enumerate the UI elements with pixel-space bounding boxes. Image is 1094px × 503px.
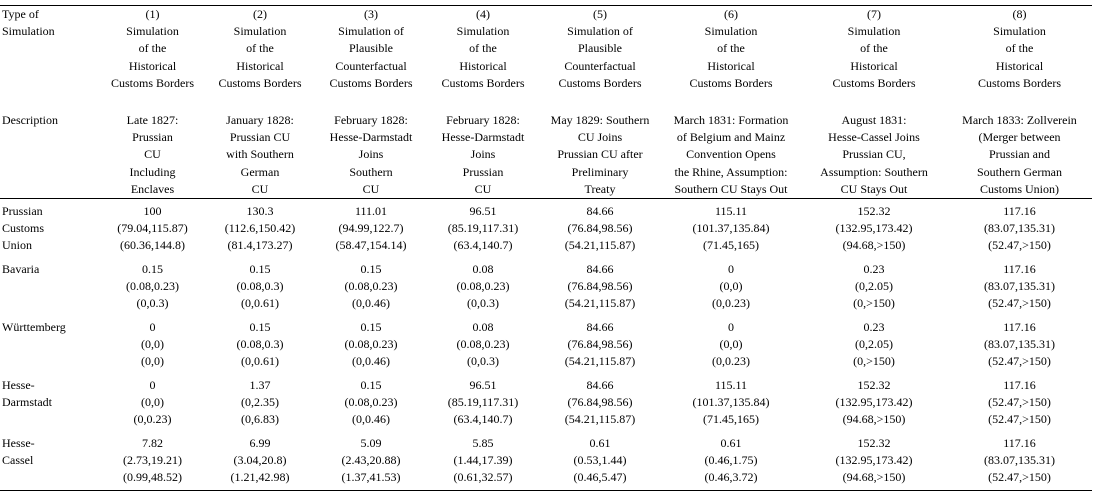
column-title-line: Historical: [459, 58, 507, 73]
table-cell: [205, 373, 315, 431]
description-cell-5: [539, 94, 661, 199]
interval-inner: (76.84,98.56): [567, 221, 633, 236]
row-label-line: Simulation: [2, 24, 55, 39]
interval-outer: (0,0.61): [241, 296, 279, 311]
description-line: Including: [129, 164, 176, 179]
column-title-line: Simulation of: [567, 24, 633, 39]
column-number: (6): [724, 7, 738, 21]
column-title-line: Historical: [995, 58, 1044, 73]
estimate: 0.23: [863, 320, 885, 335]
column-title-line: Customs Borders: [689, 75, 773, 90]
interval-inner: (0,0): [719, 279, 743, 294]
table-row-wurttemberg: [0, 315, 1092, 373]
description-line: Prussian CU,: [842, 147, 906, 162]
row-label: [0, 431, 100, 491]
interval-inner: (76.84,98.56): [567, 395, 633, 410]
column-header-4: [427, 6, 539, 95]
row-label-line: Bavaria: [2, 262, 40, 277]
interval-outer: (63.4,140.7): [453, 238, 513, 253]
row-label-line: Hesse-: [2, 378, 35, 393]
description-line: Late 1827:: [126, 113, 179, 127]
interval-outer: (54.21,115.87): [564, 412, 636, 427]
estimate: 117.16: [1003, 204, 1036, 219]
table-cell: [661, 373, 801, 431]
interval-inner: (132.95,173.42): [835, 221, 913, 236]
row-label-line: Hesse-: [2, 436, 35, 451]
table-cell: [539, 199, 661, 258]
table-cell: [947, 257, 1092, 315]
column-title-line: Plausible: [349, 41, 393, 56]
column-title-line: Simulation: [847, 24, 901, 39]
estimate: 0: [149, 378, 156, 393]
estimate: 5.09: [360, 436, 382, 451]
description-line: Enclaves: [130, 181, 175, 196]
column-number: (7): [867, 7, 881, 21]
column-number: (1): [145, 7, 160, 21]
column-title-line: Simulation: [704, 24, 758, 39]
interval-inner: (52.47,>150): [988, 395, 1051, 410]
interval-inner: (83.07,135.31): [984, 279, 1055, 294]
table-cell: [801, 199, 947, 258]
column-title-line: of the: [1005, 41, 1034, 56]
estimate: 0.61: [720, 436, 742, 451]
description-line: Southern CU Stays Out: [674, 181, 788, 196]
estimate: 0: [728, 262, 734, 277]
interval-outer: (0,>150): [853, 296, 895, 311]
table-row-hesse-darmstadt: [0, 373, 1092, 431]
interval-outer: (0,>150): [853, 354, 895, 369]
interval-outer: (52.47,>150): [988, 412, 1051, 427]
interval-outer: (60.36,144.8): [120, 238, 185, 253]
type-of-simulation-label: [0, 6, 100, 95]
estimate: 130.3: [246, 204, 274, 219]
table-cell: [427, 199, 539, 258]
table-cell: [205, 315, 315, 373]
description-cell-8: [947, 94, 1092, 199]
interval-inner: (76.84,98.56): [567, 337, 633, 352]
interval-outer: (0,0.46): [352, 412, 390, 427]
interval-outer: (54.21,115.87): [564, 238, 636, 253]
row-label-line: Union: [2, 238, 32, 253]
table-row-bavaria: [0, 257, 1092, 315]
interval-outer: (94.68,>150): [842, 412, 906, 427]
description-line: CU: [362, 181, 380, 196]
description-line: Prussian: [462, 164, 504, 179]
interval-outer: (0,6.83): [241, 412, 279, 427]
table-cell: [947, 431, 1092, 491]
table-cell: [315, 431, 427, 491]
estimate: 7.82: [142, 436, 163, 451]
row-label-line: Württemberg: [2, 320, 66, 335]
estimate: 0.08: [472, 262, 494, 277]
column-title-line: Counterfactual: [335, 58, 407, 73]
table-cell: [205, 257, 315, 315]
interval-inner: (79.04,115.87): [117, 221, 188, 236]
table-cell: [539, 315, 661, 373]
description-cell-6: [661, 94, 801, 199]
table-cell: [205, 431, 315, 491]
interval-outer: (0,0.3): [136, 296, 169, 311]
interval-outer: (1.37,41.53): [341, 470, 401, 485]
description-line: CU Stays Out: [840, 181, 908, 196]
estimate: 115.11: [714, 378, 748, 393]
column-title-line: Simulation: [993, 24, 1046, 39]
estimate: 117.16: [1003, 320, 1036, 335]
estimate: 84.66: [586, 262, 614, 277]
interval-inner: (0.08,0.23): [344, 337, 398, 352]
interval-inner: (0.08,0.3): [236, 337, 284, 352]
interval-outer: (0,0.61): [241, 354, 279, 369]
estimate: 0.08: [472, 320, 494, 335]
column-title-line: of the: [717, 41, 745, 56]
row-label-line: Cassel: [2, 453, 34, 468]
table-cell: [100, 431, 205, 491]
description-cell-4: [427, 94, 539, 199]
column-header-3: [315, 6, 427, 95]
description-line: (Merger between: [978, 130, 1061, 145]
interval-outer: (58.47,154.14): [335, 238, 407, 253]
description-line: Preliminary: [571, 164, 629, 179]
description-line: January 1828:: [226, 113, 294, 127]
description-cell-1: [100, 94, 205, 199]
column-header-1: [100, 6, 205, 95]
column-header-7: [801, 6, 947, 95]
interval-inner: (0.08,0.23): [126, 279, 179, 294]
column-header-8: [947, 6, 1092, 95]
estimate: 0: [728, 320, 734, 335]
column-title-line: Customs Borders: [329, 75, 413, 90]
interval-inner: (0,0): [141, 337, 164, 352]
interval-outer: (0,0): [141, 354, 164, 369]
description-line: with Southern: [226, 147, 294, 162]
description-line: March 1831: Formation: [673, 113, 789, 127]
table-cell: [539, 373, 661, 431]
table-cell: [801, 315, 947, 373]
interval-inner: (83.07,135.31): [984, 337, 1055, 352]
description-cell-2: [205, 94, 315, 199]
interval-inner: (0.08,0.23): [456, 279, 510, 294]
interval-outer: (0,0.46): [352, 354, 390, 369]
column-title-line: of the: [469, 41, 497, 56]
column-header-5: [539, 6, 661, 95]
estimate: 84.66: [586, 378, 614, 393]
interval-inner: (83.07,135.31): [984, 221, 1055, 236]
table-cell: [539, 257, 661, 315]
table-cell: [661, 431, 801, 491]
description-line: Southern: [349, 164, 393, 179]
table-cell: [100, 315, 205, 373]
interval-inner: (0,2.05): [855, 279, 893, 294]
column-title-line: Historical: [236, 58, 284, 73]
estimate: 152.32: [857, 436, 891, 451]
interval-inner: (0,2.35): [241, 395, 279, 410]
table-cell: [315, 257, 427, 315]
description-line: Joins: [470, 147, 496, 162]
interval-outer: (63.4,140.7): [453, 412, 513, 427]
column-title-line: Plausible: [578, 41, 622, 56]
interval-inner: (1.44,17.39): [453, 453, 513, 468]
interval-inner: (85.19,117.31): [447, 395, 519, 410]
description-line: Hesse-Darmstadt: [441, 130, 525, 145]
interval-inner: (101.37,135.84): [692, 395, 770, 410]
interval-outer: (0,0.23): [133, 412, 172, 427]
estimate: 152.32: [857, 204, 891, 219]
interval-inner: (0.53,1.44): [573, 453, 627, 468]
row-label: [0, 315, 100, 373]
table-cell: [661, 315, 801, 373]
description-line: of Belgium and Mainz: [676, 130, 786, 145]
interval-inner: (2.43,20.88): [341, 453, 401, 468]
table-cell: [947, 315, 1092, 373]
interval-inner: (0.08,0.3): [236, 279, 284, 294]
description-line: Prussian CU: [229, 130, 291, 145]
column-title-line: of the: [860, 41, 888, 56]
column-title-line: Simulation of: [338, 24, 404, 39]
estimate: 0.15: [142, 262, 163, 277]
interval-outer: (0,0.23): [712, 354, 750, 369]
header-row: [0, 6, 1092, 95]
description-cell-7: [801, 94, 947, 199]
interval-outer: (0.61,32.57): [453, 470, 513, 485]
interval-outer: (0,0.23): [712, 296, 750, 311]
estimate: 0.15: [360, 320, 382, 335]
description-line: August 1831:: [841, 113, 907, 127]
interval-outer: (52.47,>150): [988, 296, 1051, 311]
row-label-line: Prussian: [2, 204, 43, 219]
column-title-line: Customs Borders: [832, 75, 916, 90]
interval-inner: (2.73,19.21): [123, 453, 182, 468]
table-cell: [427, 315, 539, 373]
interval-inner: (112.6,150.42): [224, 221, 296, 236]
table-cell: [947, 373, 1092, 431]
description-line: CU: [251, 181, 269, 196]
interval-inner: (94.99,122.7): [338, 221, 404, 236]
interval-outer: (94.68,>150): [842, 238, 906, 253]
column-title-line: Counterfactual: [564, 58, 636, 73]
description-line: February 1828:: [334, 113, 408, 127]
table-cell: [801, 257, 947, 315]
estimate: 0.61: [589, 436, 611, 451]
interval-inner: (0.08,0.23): [344, 395, 398, 410]
description-line: CU Joins: [577, 130, 623, 145]
interval-outer: (0,0.46): [352, 296, 390, 311]
description-line: Customs Union): [979, 181, 1059, 196]
description-line: Convention Opens: [686, 147, 776, 162]
column-title-line: of the: [138, 41, 167, 56]
interval-outer: (52.47,>150): [988, 470, 1051, 485]
estimate: 152.32: [857, 378, 891, 393]
row-label-line: Customs: [2, 221, 45, 236]
interval-outer: (54.21,115.87): [564, 296, 636, 311]
estimate: 0.15: [249, 320, 271, 335]
column-number: (8): [1012, 7, 1027, 21]
row-label-line: Type of: [2, 7, 39, 21]
interval-outer: (94.68,>150): [842, 470, 906, 485]
description-cell-3: [315, 94, 427, 199]
estimate: 96.51: [469, 378, 497, 393]
description-line: German: [240, 164, 280, 179]
interval-inner: (3.04,20.8): [233, 453, 287, 468]
interval-outer: (71.45,165): [703, 412, 759, 427]
description-line: May 1829: Southern: [550, 113, 650, 127]
column-number: (4): [476, 7, 490, 21]
column-title-line: Historical: [850, 58, 898, 73]
description-line: Joins: [358, 147, 384, 162]
estimate: 0: [149, 320, 156, 335]
description-line: Assumption: Southern: [820, 164, 928, 179]
estimate: 84.66: [586, 320, 614, 335]
interval-inner: (0.46,1.75): [704, 453, 758, 468]
interval-inner: (132.95,173.42): [835, 395, 913, 410]
table-cell: [661, 257, 801, 315]
interval-outer: (52.47,>150): [988, 354, 1051, 369]
estimate: 0.15: [360, 378, 382, 393]
row-label: [0, 373, 100, 431]
column-title-line: Simulation: [456, 24, 510, 39]
column-title-line: Customs Borders: [441, 75, 525, 90]
description-line: February 1828:: [446, 113, 520, 127]
table-cell: [661, 199, 801, 258]
estimate: 111.01: [354, 204, 388, 219]
description-line: CU: [144, 147, 161, 162]
interval-outer: (71.45,165): [703, 238, 759, 253]
description-line: Prussian: [132, 130, 173, 145]
table-cell: [427, 373, 539, 431]
description-line: Prussian and: [989, 147, 1050, 162]
column-title-line: Simulation: [233, 24, 287, 39]
table-cell: [801, 431, 947, 491]
estimate: 0.15: [360, 262, 382, 277]
interval-inner: (132.95,173.42): [835, 453, 913, 468]
interval-inner: (0,0): [719, 337, 743, 352]
description-line: March 1833: Zollverein: [962, 113, 1077, 127]
interval-outer: (54.21,115.87): [564, 354, 636, 369]
interval-inner: (85.19,117.31): [447, 221, 519, 236]
interval-inner: (83.07,135.31): [984, 453, 1055, 468]
table-row-hesse-cassel: [0, 431, 1092, 491]
table-cell: [539, 431, 661, 491]
table-cell: [100, 257, 205, 315]
description-line: Southern German: [977, 164, 1062, 179]
column-title-line: Historical: [707, 58, 755, 73]
estimate: 0.23: [863, 262, 885, 277]
interval-inner: (0.08,0.23): [344, 279, 398, 294]
description-line: CU: [474, 181, 492, 196]
interval-outer: (1.21,42.98): [230, 470, 290, 485]
description-line: Prussian CU after: [557, 147, 643, 162]
interval-outer: (0.46,3.72): [704, 470, 758, 485]
interval-inner: (0,2.05): [855, 337, 893, 352]
estimate: 117.16: [1003, 436, 1036, 451]
estimate: 0.15: [249, 262, 271, 277]
description-row: [0, 94, 1092, 199]
interval-outer: (52.47,>150): [988, 238, 1051, 253]
table-cell: [205, 199, 315, 258]
table-cell: [427, 257, 539, 315]
interval-outer: (0.99,48.52): [123, 470, 182, 485]
column-title-line: Customs Borders: [218, 75, 302, 90]
column-title-line: of the: [246, 41, 274, 56]
column-header-6: [661, 6, 801, 95]
column-title-line: Customs Borders: [977, 75, 1061, 90]
estimate: 115.11: [714, 204, 748, 219]
estimate: 84.66: [586, 204, 614, 219]
column-number: (5): [593, 7, 607, 21]
row-label: [0, 199, 100, 258]
table-cell: [315, 199, 427, 258]
interval-inner: (76.84,98.56): [567, 279, 633, 294]
column-title-line: Customs Borders: [558, 75, 642, 90]
column-title-line: Simulation: [126, 24, 179, 39]
description-line: Treaty: [584, 181, 616, 196]
estimate: 96.51: [469, 204, 497, 219]
row-label: [0, 257, 100, 315]
column-number: (3): [364, 7, 378, 21]
estimate: 6.99: [249, 436, 271, 451]
estimate: 117.16: [1003, 378, 1036, 393]
column-number: (2): [253, 7, 267, 21]
interval-outer: (81.4,173.27): [227, 238, 293, 253]
estimate: 100: [143, 204, 162, 219]
interval-inner: (0,0): [141, 395, 164, 410]
interval-outer: (0,0.3): [467, 296, 499, 311]
estimate: 1.37: [249, 378, 271, 393]
table-cell: [801, 373, 947, 431]
interval-outer: (0,0.3): [467, 354, 499, 369]
row-label-line: Darmstadt: [2, 395, 52, 410]
table-cell: [947, 199, 1092, 258]
simulation-results-table: [0, 5, 1092, 491]
table-row-prussian-customs-union: [0, 199, 1092, 258]
table-cell: [100, 373, 205, 431]
column-title-line: Customs Borders: [110, 75, 194, 90]
interval-inner: (101.37,135.84): [692, 221, 770, 236]
table-cell: [315, 373, 427, 431]
table-cell: [100, 199, 205, 258]
description-label: Description: [2, 113, 58, 127]
description-line: Hesse-Darmstadt: [329, 130, 413, 145]
interval-outer: (0.46,5.47): [573, 470, 627, 485]
interval-inner: (0.08,0.23): [456, 337, 510, 352]
table-cell: [315, 315, 427, 373]
description-line: Hesse-Cassel Joins: [828, 130, 920, 145]
estimate: 5.85: [472, 436, 494, 451]
table-cell: [427, 431, 539, 491]
column-title-line: Historical: [128, 58, 177, 73]
estimate: 117.16: [1003, 262, 1036, 277]
description-line: the Rhine, Assumption:: [674, 164, 788, 179]
column-header-2: [205, 6, 315, 95]
